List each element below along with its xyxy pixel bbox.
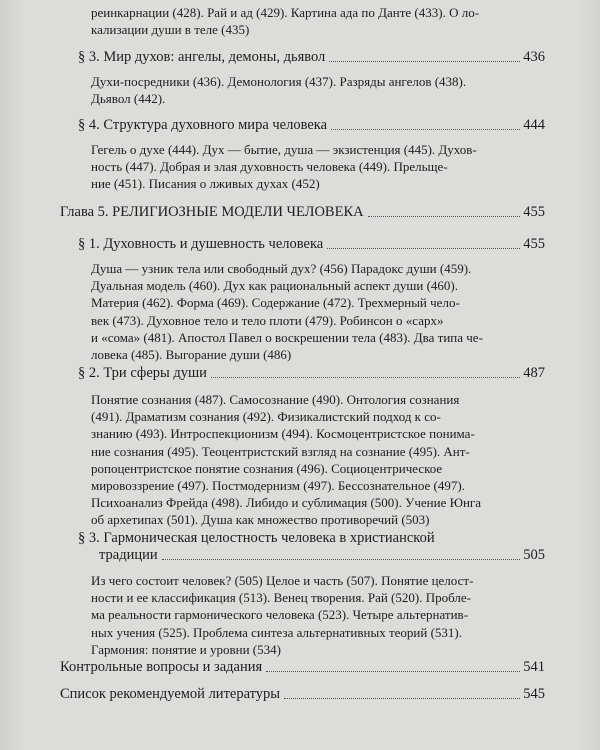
text-line: век (473). Духовное тело и тело плоти (479). Робинсон о «сарх» xyxy=(91,312,444,328)
text-line: знанию (493). Интроспекционизм (494). Космоцентристское понима- xyxy=(91,426,475,442)
entry-title: § 2. Три сферы души xyxy=(78,365,207,381)
dot-leader xyxy=(368,216,521,217)
intro-text xyxy=(91,4,546,38)
text-line: Психоанализ Фрейда (498). Либидо и сублимация (500). Учение Юнга xyxy=(91,495,482,511)
page-number: 505 xyxy=(523,547,545,563)
toc-entry-three-spheres[interactable] xyxy=(78,364,545,382)
page-number: 455 xyxy=(523,204,545,220)
entry-title: § 4. Структура духовного мира человека xyxy=(78,117,328,133)
entry-description xyxy=(91,260,546,363)
text-line: Понятие сознания (487). Самосознание (490). Онтология сознания xyxy=(91,392,460,407)
page-number: 444 xyxy=(523,117,545,133)
toc-entry-chapter-5[interactable] xyxy=(60,203,545,221)
text-line: ловека (485). Выгорание души (486) xyxy=(91,347,292,363)
page-number: 436 xyxy=(523,49,545,65)
dot-leader xyxy=(327,248,520,249)
text-line: и «сома» (481). Апостол Павел о воскрешении тела (483). Два типа че- xyxy=(91,329,483,345)
toc-entry-questions[interactable] xyxy=(60,658,545,676)
entry-title: Список рекомендуемой литературы xyxy=(60,686,281,702)
toc-entry-spirituality[interactable] xyxy=(78,235,545,253)
page-number: 487 xyxy=(523,365,545,381)
entry-description xyxy=(91,141,546,193)
text-line: кализации души в теле (435) xyxy=(91,22,250,38)
text-line: ропоцентристское понятие сознания (496). Социоцентрическое xyxy=(91,460,443,476)
page-number: 541 xyxy=(523,659,545,675)
toc-entry-spirits-world[interactable] xyxy=(78,48,545,66)
text-line: ных учения (525). Проблема синтеза альтернативных теорий (531). xyxy=(91,624,462,640)
page-number: 545 xyxy=(523,686,545,702)
entry-title: § 1. Духовность и душевность человека xyxy=(78,236,324,252)
dot-leader xyxy=(329,61,520,62)
entry-description xyxy=(91,73,546,107)
text-line: Материя (462). Форма (469). Содержание (472). Трехмерный чело- xyxy=(91,295,460,311)
text-line: об архетипах (501). Душа как множество противоречий (503) xyxy=(91,512,430,528)
dot-leader xyxy=(266,671,520,672)
toc-entry-literature[interactable] xyxy=(60,685,545,703)
dot-leader xyxy=(284,698,520,699)
entry-description xyxy=(91,572,546,658)
text-line: Дьявол (442). xyxy=(91,91,166,107)
entry-title-row xyxy=(78,547,545,564)
text-line: ности и ее классификация (513). Венец творения. Рай (520). Пробле- xyxy=(91,590,471,606)
text-line: Из чего состоит человек? (505) Целое и часть (507). Понятие целост- xyxy=(91,573,474,588)
toc-entry-spiritual-structure[interactable] xyxy=(78,116,545,134)
text-line: ма реальности гармонического человека (523). Четыре альтернатив- xyxy=(91,607,469,623)
dot-leader xyxy=(211,377,520,378)
dot-leader xyxy=(162,559,521,560)
entry-title-continued: традиции xyxy=(99,547,158,563)
entry-description xyxy=(91,391,546,529)
text-line: Гегель о духе (444). Дух — бытие, душа — экзистенция (445). Духов- xyxy=(91,142,477,157)
text-line: Дуальная модель (460). Дух как рациональный аспект души (460). xyxy=(91,278,459,294)
entry-title: Контрольные вопросы и задания xyxy=(60,659,263,675)
text-line: мировоззрение (497). Постмодернизм (497). Бессознательное (497). xyxy=(91,478,465,494)
entry-title: § 3. Гармоническая целостность человека в христианской xyxy=(78,530,435,546)
text-line: ние сознания (495). Теоцентристский взгляд на сознание (495). Ант- xyxy=(91,443,470,459)
text-line: (491). Драматизм сознания (492). Физикалистский подход к со- xyxy=(91,409,441,425)
text-line: ние (451). Писания о лживых духах (452) xyxy=(91,176,320,192)
text-line: Душа — узник тела или свободный дух? (456) Парадокс души (459). xyxy=(91,261,472,276)
text-line: Духи-посредники (436). Демонология (437). Разряды ангелов (438). xyxy=(91,74,467,89)
chapter-title: Глава 5. РЕЛИГИОЗНЫЕ МОДЕЛИ ЧЕЛОВЕКА xyxy=(60,204,364,220)
dot-leader xyxy=(331,129,520,130)
toc-entry-harmonic-integrity[interactable] xyxy=(78,530,545,564)
text-line: реинкарнации (428). Рай и ад (429). Картина ада по Данте (433). О ло- xyxy=(91,5,480,20)
text-line: Гармония: понятие и уровни (534) xyxy=(91,641,281,657)
page-number: 455 xyxy=(523,236,545,252)
text-line: ность (447). Добрая и злая духовность человека (449). Прельще- xyxy=(91,159,448,175)
entry-title: § 3. Мир духов: ангелы, демоны, дьявол xyxy=(78,49,326,65)
